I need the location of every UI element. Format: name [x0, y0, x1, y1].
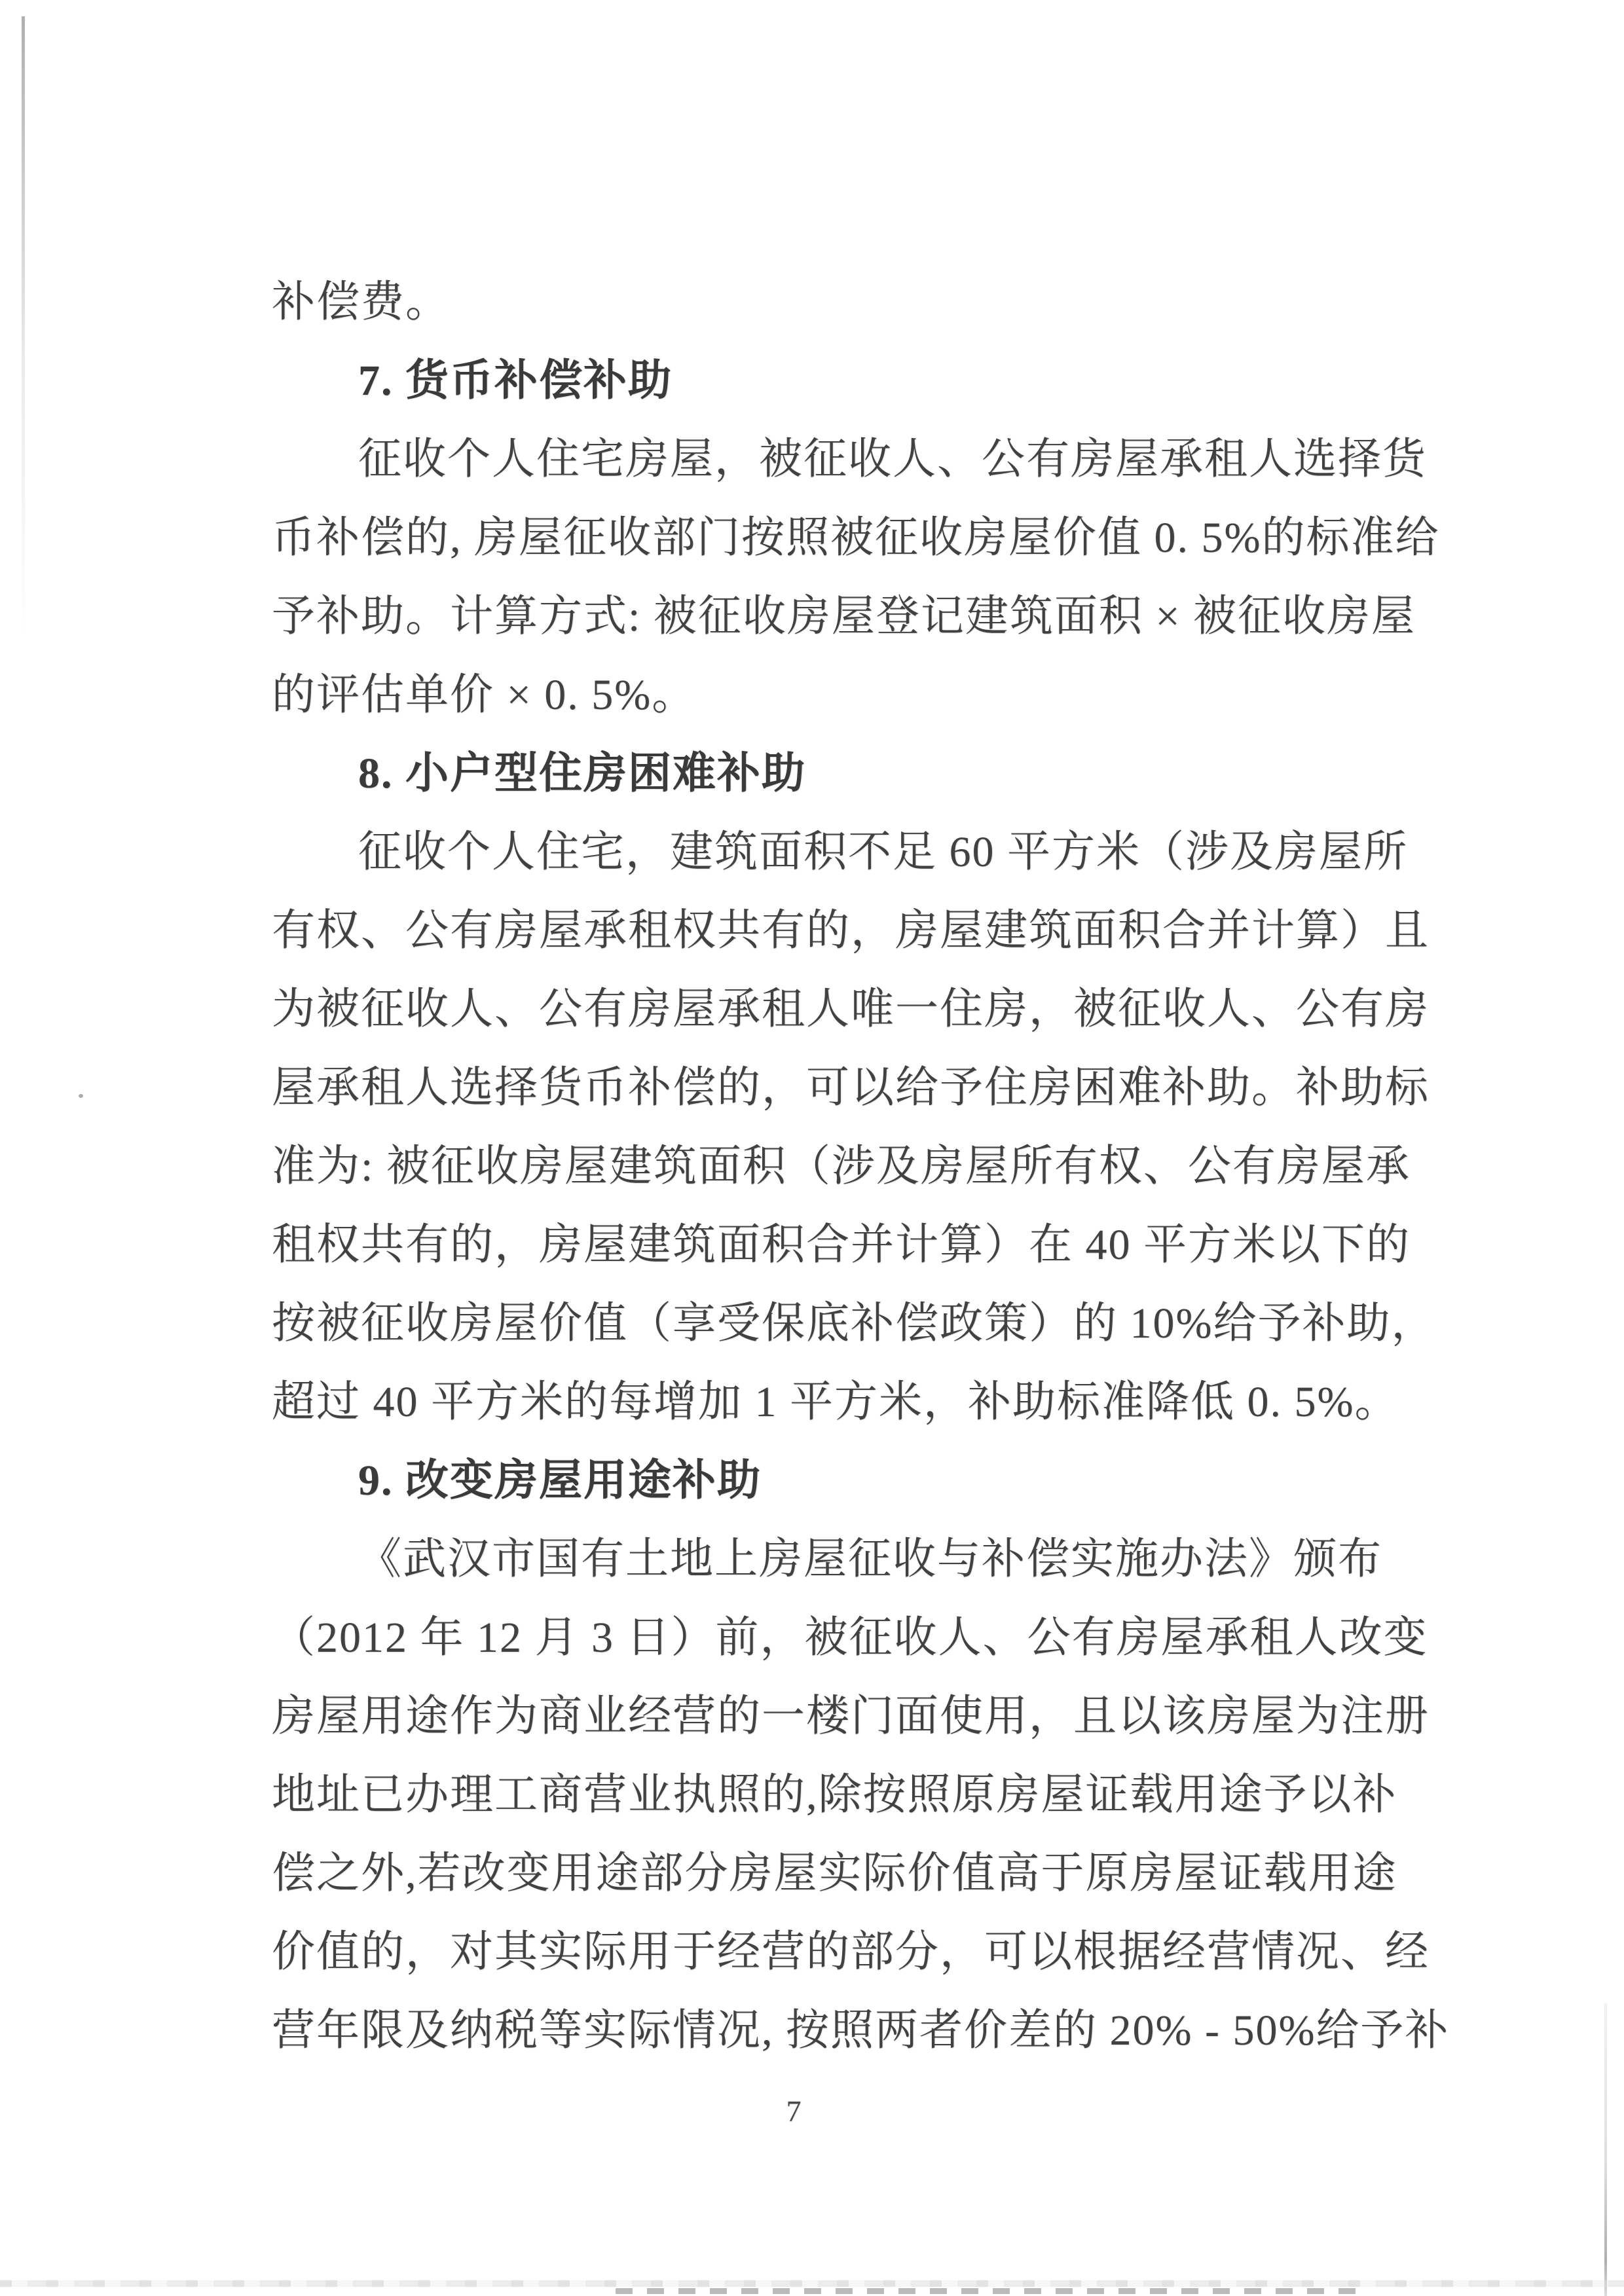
text-line: 币补偿的, 房屋征收部门按照被征收房屋价值 0. 5%的标准给 [272, 514, 1440, 562]
scan-artifact-dot [79, 1094, 83, 1098]
text-line: 价值的，对其实际用于经营的部分，可以根据经营情况、经 [272, 1928, 1430, 1976]
text-line: 予补助。计算方式: 被征收房屋登记建筑面积 × 被征收房屋 [272, 592, 1416, 640]
text-line: 《武汉市国有土地上房屋征收与补偿实施办法》颁布 [358, 1535, 1382, 1583]
text-line: 地址已办理工商营业执照的,除按照原房屋证载用途予以补 [272, 1771, 1397, 1819]
text-line: 的评估单价 × 0. 5%。 [272, 671, 697, 719]
text-line: 9. 改变房屋用途补助 [358, 1457, 762, 1504]
text-line: 超过 40 平方米的每增加 1 平方米，补助标准降低 0. 5%。 [272, 1378, 1399, 1426]
document-body [272, 263, 1450, 2070]
text-line: 准为: 被征收房屋建筑面积（涉及房屋所有权、公有房屋承 [272, 1142, 1411, 1190]
scan-artifact-bottom-band [0, 2280, 1624, 2287]
scan-artifact-right-line [1604, 2003, 1607, 2296]
text-line: 偿之外,若改变用途部分房屋实际价值高于原房屋证载用途 [272, 1850, 1397, 1897]
text-line: 8. 小户型住房困难补助 [358, 750, 806, 797]
text-line: 补偿费。 [272, 278, 450, 326]
text-line: 有权、公有房屋承租权共有的，房屋建筑面积合并计算）且 [272, 907, 1430, 955]
text-line: 为被征收人、公有房屋承租人唯一住房，被征收人、公有房 [272, 985, 1430, 1033]
text-line: 征收个人住宅，建筑面积不足 60 平方米（涉及房屋所 [358, 828, 1408, 876]
text-line: 房屋用途作为商业经营的一楼门面使用，且以该房屋为注册 [272, 1692, 1430, 1740]
text-line: 按被征收房屋价值（享受保底补偿政策）的 10%给予补助， [272, 1300, 1436, 1347]
text-line: 租权共有的，房屋建筑面积合并计算）在 40 平方米以下的 [272, 1221, 1411, 1269]
scan-artifact-left-line [22, 16, 25, 638]
text-line: 营年限及纳税等实际情况, 按照两者价差的 20% - 50%给予补 [272, 2007, 1450, 2054]
text-line: 屋承租人选择货币补偿的，可以给予住房困难补助。补助标 [272, 1064, 1430, 1112]
text-line: 7. 货币补偿补助 [358, 357, 673, 405]
scan-artifact-bottom-dashes [616, 2288, 1369, 2294]
page-number: 7 [786, 2094, 802, 2128]
text-line: （2012 年 12 月 3 日）前，被征收人、公有房屋承租人改变 [272, 1614, 1428, 1662]
text-line: 征收个人住宅房屋，被征收人、公有房屋承租人选择货 [358, 435, 1427, 483]
